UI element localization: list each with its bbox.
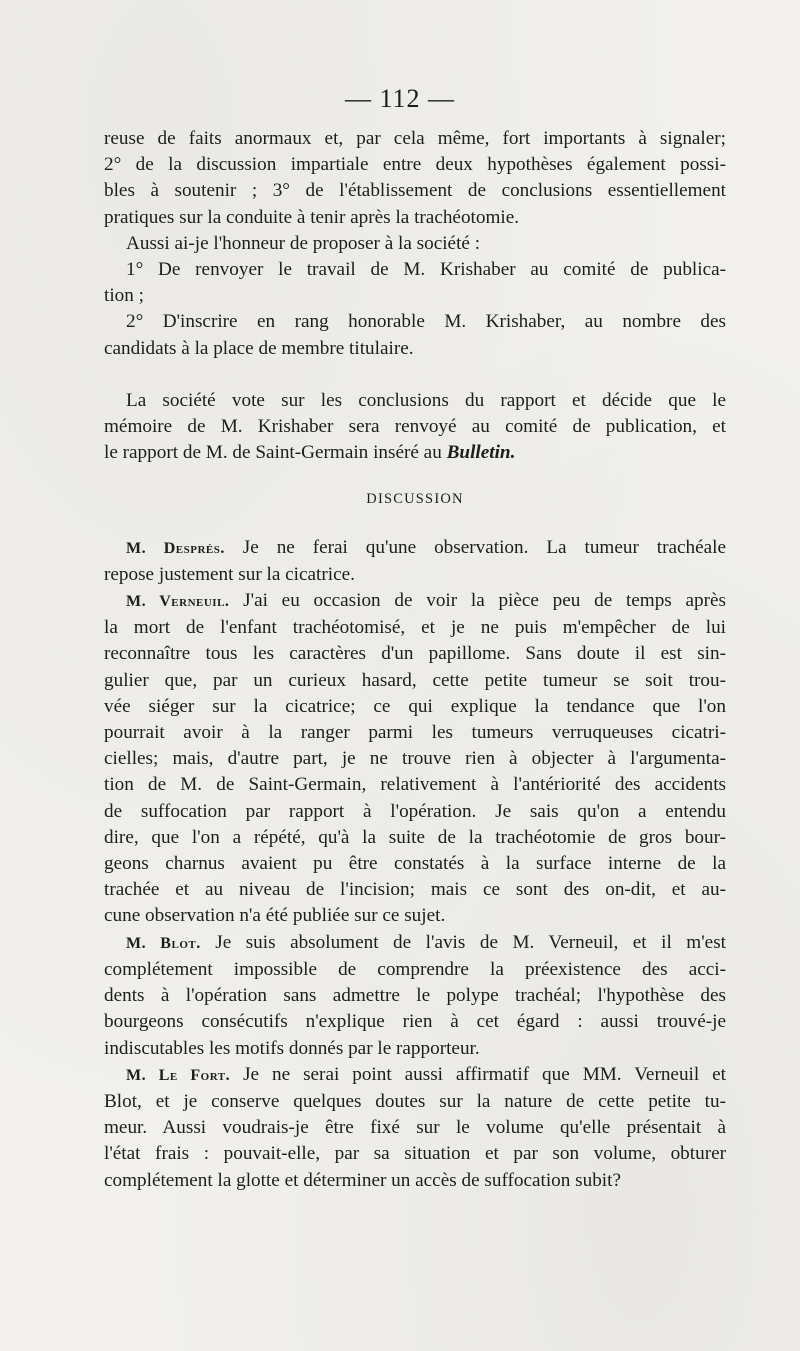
text-span: J'ai eu occasion de voir la pièce peu de temps après [229,590,726,612]
proposal-intro: Aussi ai-je l'honneur de proposer à la société : [126,232,481,254]
text-line: vée siéger sur la cicatrice; ce qui explique la tendance que l'on [104,695,726,717]
text-span: le rapport de M. de Saint-Germain inséré au [104,442,447,464]
text-line: dents à l'opération sans admettre le polype trachéal; l'hypothèse des [104,985,726,1007]
text-line: reuse de faits anormaux et, par cela même, fort importants à signaler; [104,128,726,149]
text-line: repose justement sur la cicatrice. [104,563,355,585]
vote-paragraph: La société vote sur les conclusions du rapport et décide que le [126,389,726,411]
speaker-name: M. Verneuil. [126,593,230,611]
text-line: cune observation n'a été publiée sur ce sujet. [104,905,446,927]
text-span: Je suis absolument de l'avis de M. Verneuil, et il m'est [200,931,726,953]
text-line: trachée et au niveau de l'incision; mais ce sont des on-dit, et au- [104,879,726,901]
text-span: Je ne ferai qu'une observation. La tumeur trachéale [224,536,726,558]
text-line: complétement la glotte et déterminer un accès de suffocation subit? [104,1169,621,1191]
verneuil-remark [104,588,726,615]
text-line: bourgeons consécutifs n'explique rien à cet égard : aussi trouvé-je [104,1011,726,1033]
text-span: Je ne serai point aussi affirmatif que MM. Verneuil et [230,1063,726,1085]
text-line: 2° de la discussion impartiale entre deux hypothèses également possi- [104,154,726,176]
text-line: pratiques sur la conduite à tenir après la trachéotomie. [104,206,520,228]
text-line: mémoire de M. Krishaber sera renvoyé au comité de publication, et [104,416,726,438]
text-line: gulier que, par un curieux hasard, cette petite tumeur se soit trou- [104,669,726,691]
text-line: complétement impossible de comprendre la préexistence des acci- [104,958,726,980]
blot-remark [104,930,726,957]
proposal-item-2: 2° D'inscrire en rang honorable M. Krishaber, au nombre des [126,311,726,333]
text-line: candidats à la place de membre titulaire. [104,337,414,359]
text-line: tion de M. de Saint-Germain, relativement à l'antériorité des accidents [104,774,726,796]
despres-remark [104,535,726,562]
text-line: meur. Aussi voudrais-je être fixé sur le volume qu'elle présentait à [104,1117,726,1139]
text-line: indiscutables les motifs donnés par le rapporteur. [104,1037,480,1059]
proposal-item-1: 1° De renvoyer le travail de M. Krishaber au comité de publica- [126,259,726,281]
paragraph-gap [104,362,726,388]
text-line: de suffocation par rapport à l'opération. Je sais qu'on a entendu [104,800,726,822]
text-line: bles à soutenir ; 3° de l'établissement de conclusions essentiellement [104,180,726,202]
text-line: pourrait avoir à la ranger parmi les tumeurs verruqueuses cicatri- [104,722,726,744]
text-line [104,440,726,466]
body-text [104,126,726,1194]
speaker-name: M. Le Fort. [126,1066,231,1084]
text-line: reconnaître tous les caractères d'un papillome. Sans doute il est sin- [104,643,726,665]
text-line: Blot, et je conserve quelques doutes sur la nature de cette petite tu- [104,1090,726,1112]
text-line: la mort de l'enfant trachéotomisé, et je ne puis m'empêcher de lui [104,617,726,639]
text-line: cielles; mais, d'autre part, je ne trouve rien à objecter à l'argumenta- [104,748,726,770]
text-line: dire, que l'on a répété, qu'à la suite de la trachéotomie de gros bour- [104,826,726,848]
text-line: tion ; [104,285,144,307]
speaker-name: M. Després. [126,539,225,557]
lefort-remark [104,1062,726,1089]
text-line: geons charnus avaient pu être constatés à la surface interne de la [104,853,726,875]
text-line: l'état frais : pouvait-elle, par sa situation et par son volume, obturer [104,1143,726,1165]
bulletin-italic: Bulletin. [446,442,516,464]
discussion-heading: DISCUSSION [366,491,464,508]
page-number: — 112 — [344,84,456,113]
speaker-name: M. Blot. [126,934,201,952]
